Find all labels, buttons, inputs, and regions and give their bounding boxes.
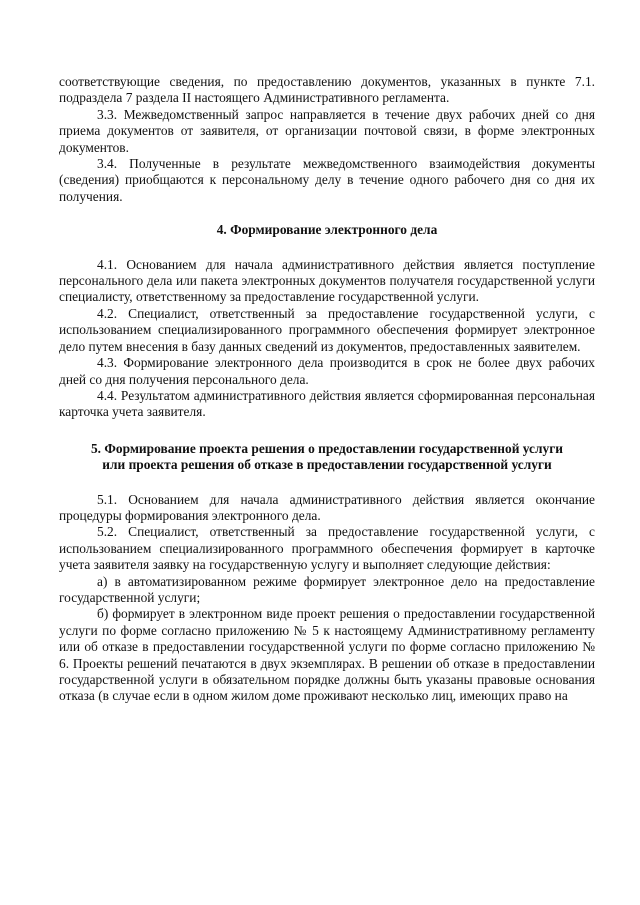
section-5-heading-line-2: или проекта решения об отказе в предоставлении государственной услуги [102,457,552,473]
paragraph-4-4: 4.4. Результатом административного действия является сформированная персональная карточка учета заявителя. [59,387,595,420]
paragraph-5-1: 5.1. Основанием для начала административного действия является окончание процедуры формирования электронного дела. [59,491,595,523]
document-body [59,74,595,705]
paragraph-4-2: 4.2. Специалист, ответственный за предоставление государственной услуги, с использованием специализированного программного обеспечения формирует электронное дело путем внесения в базу данных сведений из документов, предоставленных заявителем. [59,305,595,354]
paragraph-3-4: 3.4. Полученные в результате межведомственного взаимодействия документы (сведения) приобщаются к персональному делу в течение одного рабочего дня со дня их получения. [59,156,595,204]
spacer [59,474,595,492]
paragraph-4-3: 4.3. Формирование электронного дела производится в срок не более двух рабочих дней со дня получения персонального дела. [59,355,595,387]
paragraph-3-3: 3.3. Межведомственный запрос направляется в течение двух рабочих дней со дня приема документов от заявителя, от организации почтовой связи, в форме электронных документов. [59,106,595,155]
paragraph-4-1: 4.1. Основанием для начала административного действия является поступление персонального дела или пакета электронных документов получателя государственной услуги специалисту, ответственному за предоставление государственной услуги. [59,256,595,305]
spacer [59,421,595,441]
section-4-heading: 4. Формирование электронного дела [216,222,438,238]
paragraph-continuation: соответствующие сведения, по предоставлению документов, указанных в пункте 7.1. подраздела 7 раздела II настоящего Административного регламента. [59,74,595,106]
list-item-a: а) в автоматизированном режиме формирует электронное дело на предоставление государственной услуги; [59,573,595,605]
section-5-heading-line-1: 5. Формирование проекта решения о предоставлении государственной услуги [90,440,563,456]
list-item-b: б) формирует в электронном виде проект решения о предоставлении государственной услуги по форме согласно приложению № 5 к настоящему Административному регламенту или об отказе в предоставлении государственной услуги по форме согласно приложению № 6. Проекты решений печатаются в двух экземплярах. В решении об отказе в предоставлении государственной услуги в обязательном порядке должны быть указаны правовые основания отказа (в случае если в одном жилом доме проживают несколько лиц, имеющих право на [59,606,595,704]
spacer [59,205,595,222]
spacer [59,239,595,257]
paragraph-5-2: 5.2. Специалист, ответственный за предоставление государственной услуги, с использованием специализированного программного обеспечения формирует в карточке учета заявителя заявку на государственную услугу и выполняет следующие действия: [59,524,595,573]
